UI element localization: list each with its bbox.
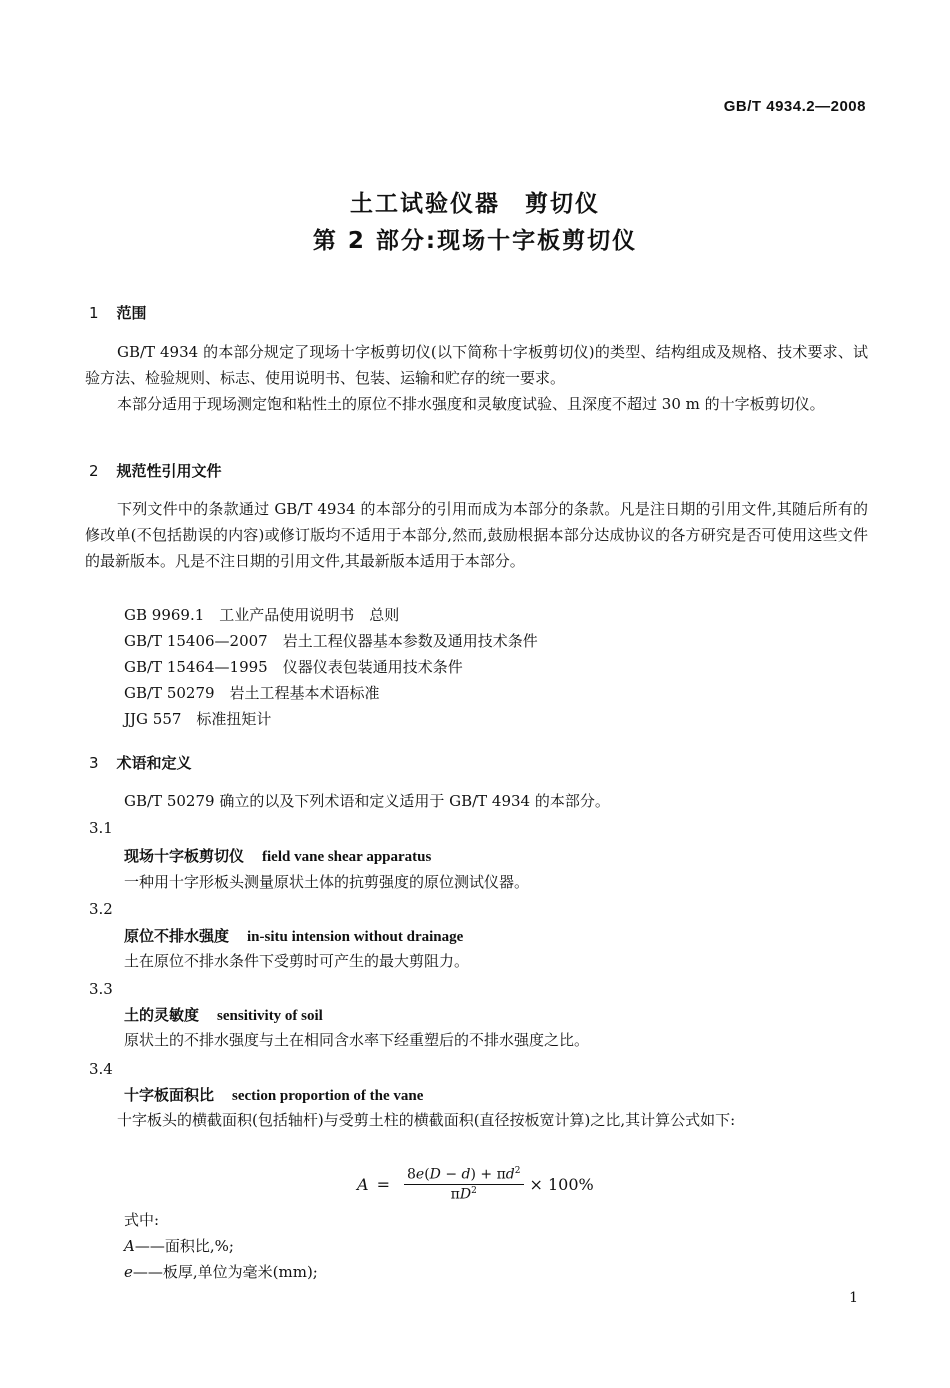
formula-equals: =	[376, 1174, 390, 1194]
term-definition: 原状土的不排水强度与土在相同含水率下经重塑后的不排水强度之比。	[124, 1031, 590, 1049]
document-title-line1: 土工试验仪器 剪切仪	[350, 191, 600, 217]
section-number: 2	[89, 462, 99, 480]
term-title	[124, 1084, 423, 1105]
reference-item: GB 9969.1 工业产品使用说明书 总则	[124, 606, 400, 624]
reference-item: GB/T 15406—2007 岩土工程仪器基本参数及通用技术条件	[124, 632, 538, 650]
area-ratio-formula	[357, 1166, 594, 1202]
term-number: 3.1	[89, 819, 113, 837]
reference-item: GB/T 15464—1995 仪器仪表包装通用技术条件	[124, 658, 463, 676]
standard-number: GB/T 4934.2—2008	[723, 98, 866, 115]
document-title-line2: 第 2 部分:现场十字板剪切仪	[312, 228, 638, 254]
formula-lhs: A	[357, 1174, 369, 1194]
term-title	[124, 925, 463, 946]
section-title: 范围	[116, 304, 147, 322]
section-2-paragraph-1: 下列文件中的条款通过 GB/T 4934 的本部分的引用而成为本部分的条款。凡是注日期的引用文件,其随后所有的修改单(不包括勘误的内容)或修订版均不适用于本部分,然而,鼓励根据本部分达成协议的各方研究是否可使用这些文件的最新版本。凡是不注日期的引用文件,其最新版本适用于本部分。	[85, 500, 868, 570]
section-title: 术语和定义	[116, 754, 192, 772]
term-chinese: 现场十字板剪切仪	[124, 847, 245, 865]
section-title: 规范性引用文件	[116, 462, 222, 480]
section-3-heading	[89, 752, 192, 773]
page-number: 1	[849, 1290, 858, 1306]
term-number: 3.4	[89, 1060, 113, 1078]
term-english: field vane shear apparatus	[262, 849, 432, 865]
term-title	[124, 845, 431, 866]
section-number: 1	[89, 304, 99, 322]
term-definition: 一种用十字形板头测量原状土体的抗剪强度的原位测试仪器。	[124, 873, 530, 891]
formula-denominator: $\pi D^2$	[450, 1185, 477, 1203]
term-english: in-situ intension without drainage	[247, 929, 464, 945]
formula-numerator: $8e(D - d) + \pi d^2$	[404, 1166, 524, 1185]
term-english: section proportion of the vane	[232, 1088, 424, 1104]
reference-item: JJG 557 标准扭矩计	[124, 710, 272, 728]
variable-definition: e——板厚,单位为毫米(mm);	[124, 1263, 318, 1281]
term-number: 3.2	[89, 900, 113, 918]
section-1-paragraph-1: GB/T 4934 的本部分规定了现场十字板剪切仪(以下简称十字板剪切仪)的类型、结构组成及规格、技术要求、试验方法、检验规则、标志、使用说明书、包装、运输和贮存的统一要求。	[85, 343, 868, 387]
reference-item: GB/T 50279 岩土工程基本术语标准	[124, 684, 380, 702]
formula-rhs: × 100%	[529, 1174, 594, 1194]
term-chinese: 十字板面积比	[124, 1086, 215, 1104]
term-number: 3.3	[89, 980, 113, 998]
term-chinese: 原位不排水强度	[124, 927, 230, 945]
term-english: sensitivity of soil	[217, 1008, 323, 1024]
variable-definition: A——面积比,%;	[124, 1237, 234, 1255]
section-1-paragraph-2: 本部分适用于现场测定饱和粘性土的原位不排水强度和灵敏度试验、且深度不超过 30 m 的十字板剪切仪。	[117, 395, 825, 413]
formula-fraction	[404, 1166, 524, 1202]
term-chinese: 土的灵敏度	[124, 1006, 200, 1024]
term-title	[124, 1004, 323, 1025]
section-3-paragraph-1: GB/T 50279 确立的以及下列术语和定义适用于 GB/T 4934 的本部分。	[124, 792, 610, 810]
where-label: 式中:	[124, 1211, 160, 1229]
term-definition: 土在原位不排水条件下受剪时可产生的最大剪阻力。	[124, 952, 470, 970]
section-1-heading	[89, 302, 147, 323]
term-definition: 十字板头的横截面积(包括轴杆)与受剪土柱的横截面积(直径按板宽计算)之比,其计算公式如下:	[117, 1111, 736, 1129]
section-number: 3	[89, 754, 99, 772]
section-2-heading	[89, 460, 222, 481]
